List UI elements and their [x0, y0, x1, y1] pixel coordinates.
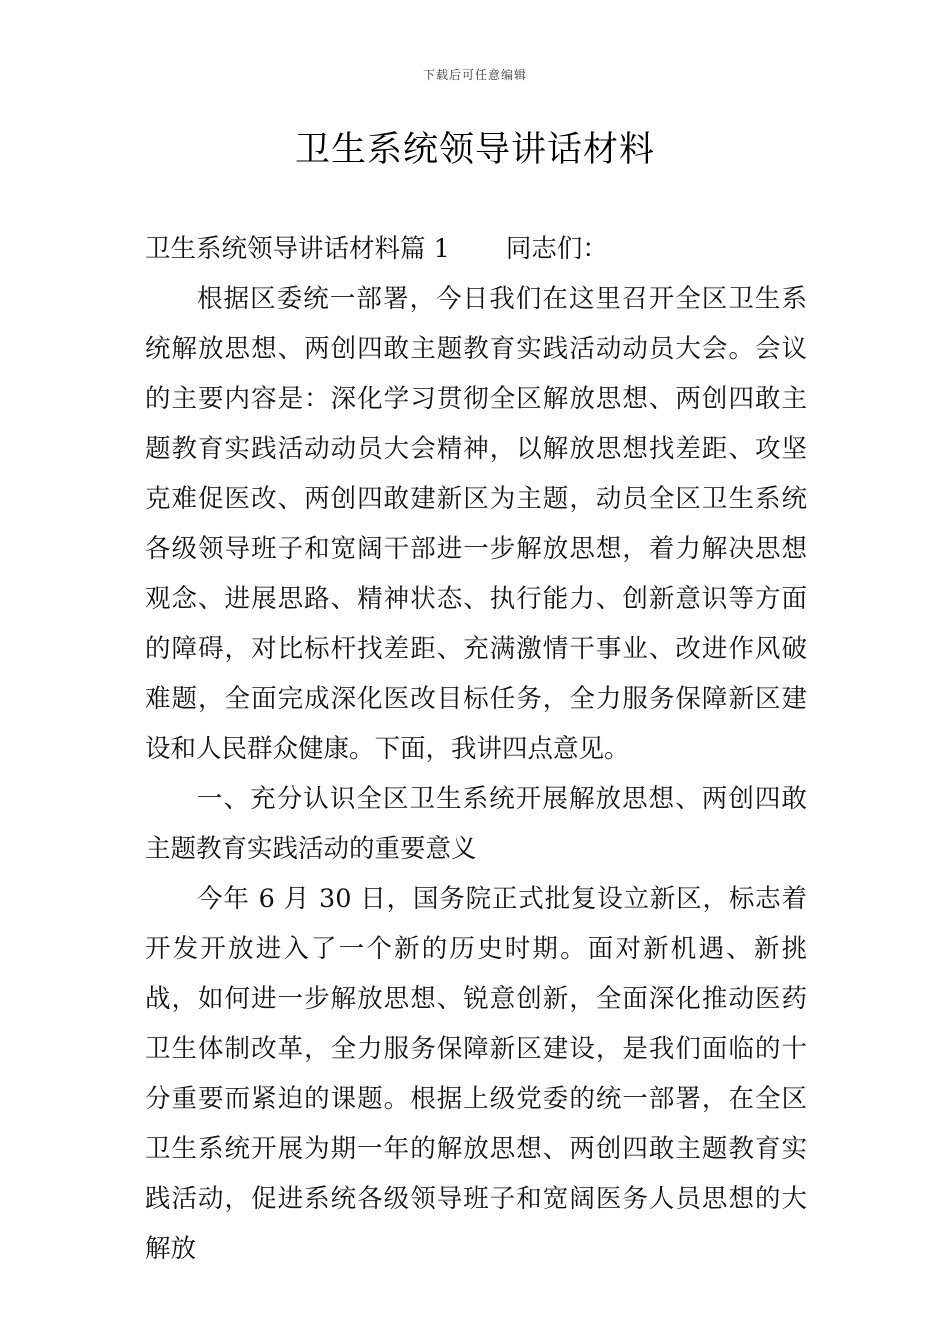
section-heading: 卫生系统领导讲话材料篇 1: [145, 234, 450, 264]
salutation: 同志们：: [505, 234, 608, 264]
header-note: 下载后可任意编辑: [422, 68, 527, 82]
paragraph-background: 今年 6 月 30 日，国务院正式批复设立新区，标志着开发开放进入了一个新的历史时期。面对新机遇、新挑战，如何进一步解放思想、锐意创新，全面深化推动医药卫生体制改革，全力服务保障新区建设，是我们面临的十分重要而紧迫的课题。根据上级党委的统一部署，在全区卫生系统开展为期一年的解放思想、两创四敢主题教育实践活动，促进系统各级领导班子和宽阔医务人员思想的大解放: [145, 884, 807, 1264]
document-body: [145, 224, 807, 1274]
section-heading-one: 一、充分认识全区卫生系统开展解放思想、两创四敢主题教育实践活动的重要意义: [145, 784, 807, 864]
document-title: 卫生系统领导讲话材料: [294, 130, 655, 170]
intro-line: [145, 224, 807, 274]
paragraph-opening: 根据区委统一部署，今日我们在这里召开全区卫生系统解放思想、两创四敢主题教育实践活动动员大会。会议的主要内容是：深化学习贯彻全区解放思想、两创四敢主题教育实践活动动员大会精神，以解放思想找差距、攻坚克难促医改、两创四敢建新区为主题，动员全区卫生系统各级领导班子和宽阔干部进一步解放思想，着力解决思想观念、进展思路、精神状态、执行能力、创新意识等方面的障碍，对比标杆找差距、充满激情干事业、改进作风破难题，全面完成深化医改目标任务，全力服务保障新区建设和人民群众健康。下面，我讲四点意见。: [145, 284, 807, 764]
